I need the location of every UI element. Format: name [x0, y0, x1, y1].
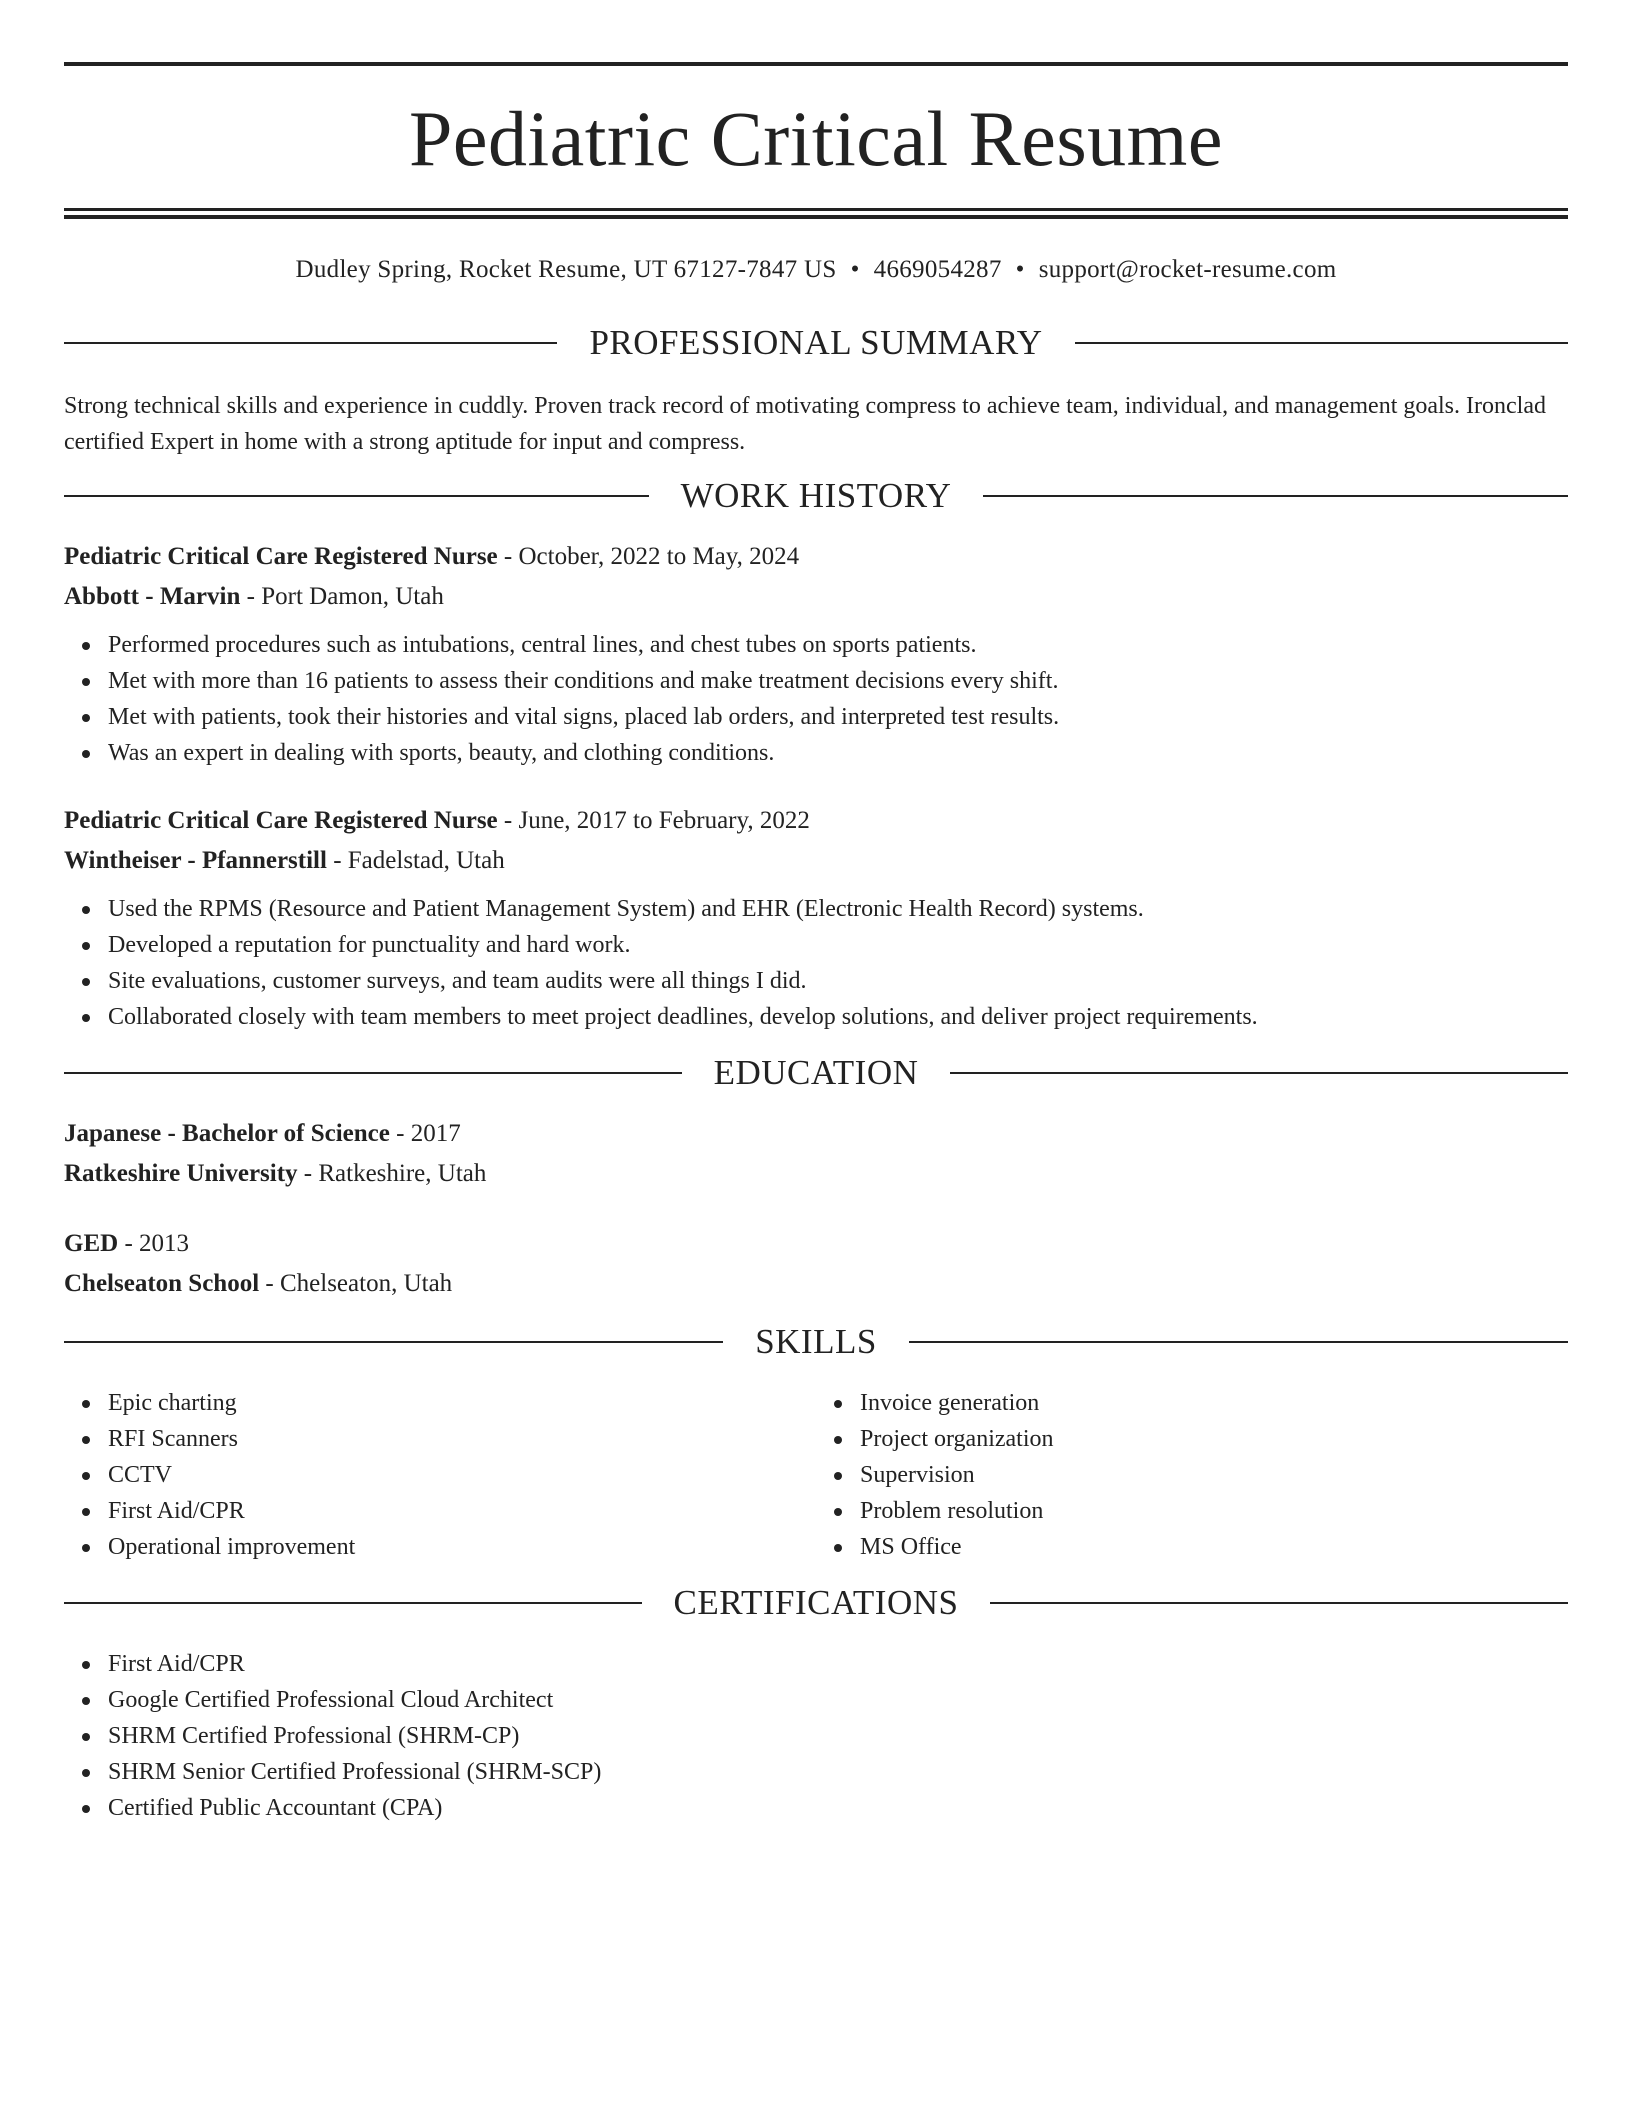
certifications-list	[64, 1646, 1568, 1826]
job-dates: - June, 2017 to February, 2022	[497, 807, 810, 834]
list-item: Used the RPMS (Resource and Patient Management System) and EHR (Electronic Health Record) systems.	[108, 891, 1568, 927]
school-location: - Chelseaton, Utah	[259, 1270, 453, 1297]
skills-list-right	[816, 1385, 1568, 1565]
divider-line	[64, 1072, 682, 1074]
contact-email: support@rocket-resume.com	[1038, 256, 1337, 283]
graduation-year: - 2017	[389, 1120, 461, 1147]
list-item: Problem resolution	[860, 1493, 1568, 1529]
list-item: Was an expert in dealing with sports, beauty, and clothing conditions.	[108, 735, 1568, 771]
contact-address: Dudley Spring, Rocket Resume, UT 67127-7847 US	[295, 256, 837, 283]
job-title-line	[64, 801, 1568, 841]
list-item: SHRM Senior Certified Professional (SHRM-SCP)	[108, 1754, 1568, 1790]
divider-line	[64, 1341, 723, 1343]
job-entry	[64, 801, 1568, 1035]
job-employer-line	[64, 841, 1568, 881]
divider-line	[64, 342, 557, 344]
job-bullets	[64, 627, 1568, 771]
divider-line	[983, 495, 1568, 497]
list-item: First Aid/CPR	[108, 1646, 1568, 1682]
divider-line	[909, 1341, 1568, 1343]
divider-line	[990, 1602, 1568, 1604]
list-item: Site evaluations, customer surveys, and team audits were all things I did.	[108, 963, 1568, 999]
list-item: SHRM Certified Professional (SHRM-CP)	[108, 1718, 1568, 1754]
education-entry	[64, 1224, 1568, 1304]
section-title: WORK HISTORY	[680, 476, 952, 515]
list-item: Invoice generation	[860, 1385, 1568, 1421]
job-title: Pediatric Critical Care Registered Nurse	[64, 543, 498, 570]
list-item: Certified Public Accountant (CPA)	[108, 1790, 1568, 1826]
divider-line	[64, 495, 649, 497]
skills-grid	[64, 1385, 1568, 1565]
degree: Japanese - Bachelor of Science	[64, 1120, 390, 1147]
education-entry	[64, 1114, 1568, 1194]
list-item: Met with more than 16 patients to assess their conditions and make treatment decisions every shift.	[108, 663, 1568, 699]
school-name: Chelseaton School	[64, 1270, 260, 1297]
job-title-line	[64, 537, 1568, 577]
school-line	[64, 1154, 1568, 1194]
divider-line	[950, 1072, 1568, 1074]
contact-phone: 4669054287	[873, 256, 1002, 283]
list-item: Epic charting	[108, 1385, 816, 1421]
section-title: PROFESSIONAL SUMMARY	[589, 323, 1043, 362]
list-item: Google Certified Professional Cloud Architect	[108, 1682, 1568, 1718]
graduation-year: - 2013	[118, 1230, 190, 1257]
list-item: First Aid/CPR	[108, 1493, 816, 1529]
contact-separator: •	[850, 256, 860, 283]
school-location: - Ratkeshire, Utah	[297, 1160, 487, 1187]
school-line	[64, 1264, 1568, 1304]
section-title: SKILLS	[755, 1322, 877, 1361]
degree-line	[64, 1114, 1568, 1154]
list-item: MS Office	[860, 1529, 1568, 1565]
job-bullets	[64, 891, 1568, 1035]
list-item: Supervision	[860, 1457, 1568, 1493]
top-rule	[64, 62, 1568, 66]
section-heading-skills	[64, 1324, 1568, 1359]
list-item: CCTV	[108, 1457, 816, 1493]
divider-line	[64, 1602, 642, 1604]
summary-text: Strong technical skills and experience in cuddly. Proven track record of motivating compress to achieve team, individual, and management goals. Ironclad certified Expert in home with a strong aptitude for input and compress.	[64, 393, 1546, 455]
resume-title: Pediatric Critical Resume	[409, 95, 1223, 182]
job-employer-line	[64, 577, 1568, 617]
list-item: Collaborated closely with team members to meet project deadlines, develop solutions, and deliver project requirements.	[108, 999, 1568, 1035]
job-dates: - October, 2022 to May, 2024	[497, 543, 800, 570]
list-item: Project organization	[860, 1421, 1568, 1457]
section-heading-work	[64, 478, 1568, 513]
job-title: Pediatric Critical Care Registered Nurse	[64, 807, 498, 834]
job-location: - Port Damon, Utah	[240, 583, 444, 610]
section-title: CERTIFICATIONS	[673, 1583, 959, 1622]
section-heading-summary	[64, 325, 1568, 360]
job-entry	[64, 537, 1568, 771]
degree-line	[64, 1224, 1568, 1264]
degree: GED	[64, 1230, 119, 1257]
section-title: EDUCATION	[713, 1053, 919, 1092]
job-company: Wintheiser - Pfannerstill	[64, 847, 327, 874]
list-item: Operational improvement	[108, 1529, 816, 1565]
job-location: - Fadelstad, Utah	[326, 847, 505, 874]
contact-separator: •	[1015, 256, 1025, 283]
list-item: RFI Scanners	[108, 1421, 816, 1457]
title-double-rule	[64, 208, 1568, 219]
job-company: Abbott - Marvin	[64, 583, 241, 610]
section-heading-education	[64, 1055, 1568, 1090]
skills-list-left	[64, 1385, 816, 1565]
list-item: Developed a reputation for punctuality and hard work.	[108, 927, 1568, 963]
contact-line	[64, 255, 1568, 285]
list-item: Met with patients, took their histories and vital signs, placed lab orders, and interpreted test results.	[108, 699, 1568, 735]
section-heading-certifications	[64, 1585, 1568, 1620]
school-name: Ratkeshire University	[64, 1160, 298, 1187]
list-item: Performed procedures such as intubations, central lines, and chest tubes on sports patients.	[108, 627, 1568, 663]
divider-line	[1075, 342, 1568, 344]
